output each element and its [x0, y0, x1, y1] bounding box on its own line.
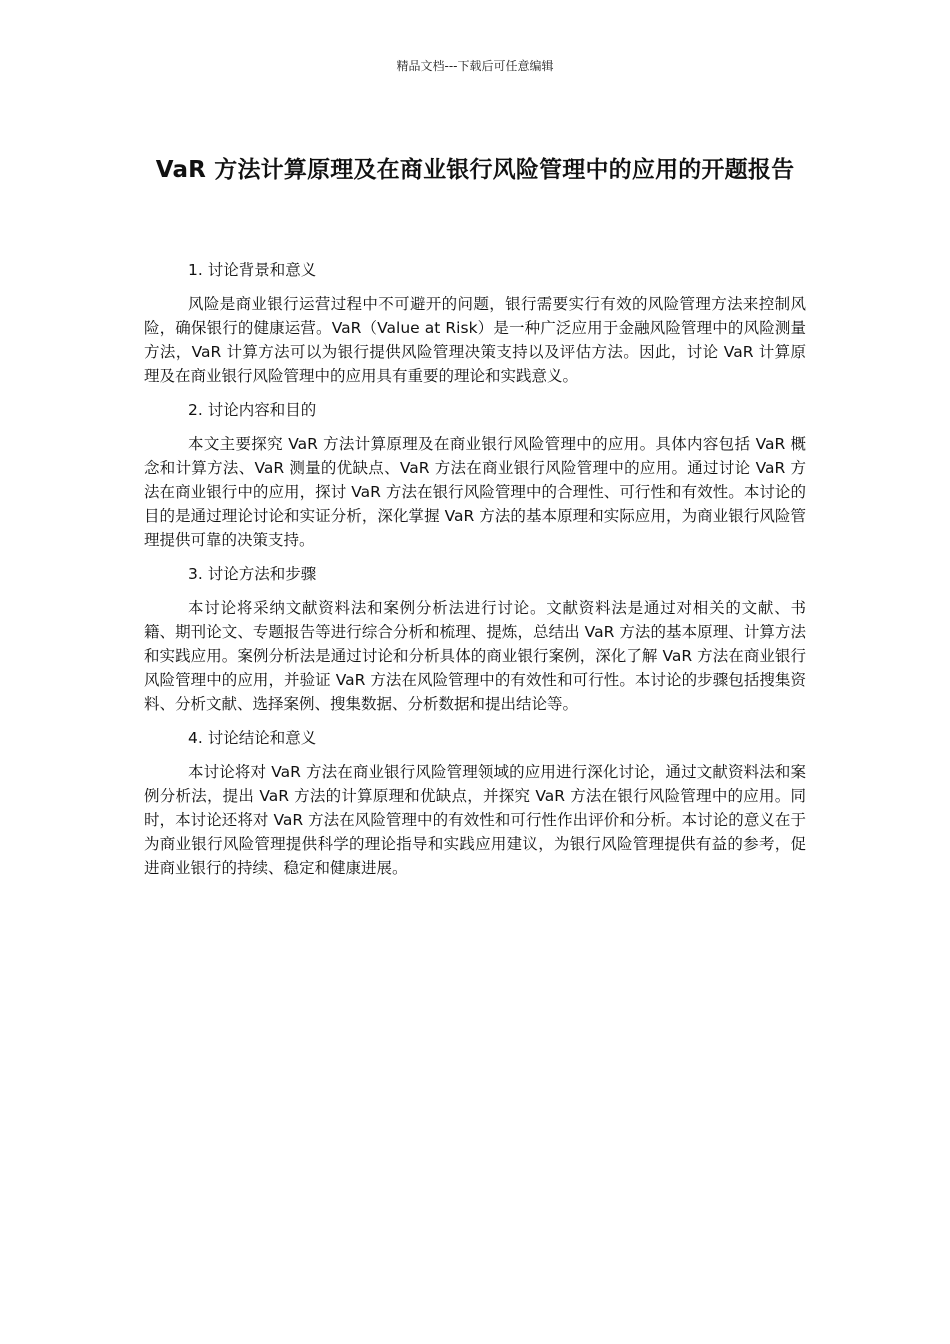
page-header: 精品文档---下载后可任意编辑 [396, 59, 554, 73]
section-conclusion [144, 726, 806, 880]
section-paragraph: 本讨论将对 VaR 方法在商业银行风险管理领域的应用进行深化讨论，通过文献资料法和案例分析法，提出 VaR 方法的计算原理和优缺点，并探究 VaR 方法在银行风险管理中的应用。同时，本讨论还将对 VaR 方法在风险管理中的有效性和可行性作出评价和分析。本讨论的意义在于为商业银行风险管理提供科学的理论指导和实践应用建议，为银行风险管理提供有益的参考，促进商业银行的持续、稳定和健康进展。 [144, 763, 806, 877]
section-heading: 2. 讨论内容和目的 [188, 401, 317, 419]
section-paragraph: 本文主要探究 VaR 方法计算原理及在商业银行风险管理中的应用。具体内容包括 VaR 概念和计算方法、VaR 测量的优缺点、VaR 方法在商业银行风险管理中的应用。通过讨论 VaR 方法在商业银行中的应用，探讨 VaR 方法在银行风险管理中的合理性、可行性和有效性。本讨论的目的是通过理论讨论和实证分析，深化掌握 VaR 方法的基本原理和实际应用，为商业银行风险管理提供可靠的决策支持。 [144, 435, 806, 549]
section-methods-steps [144, 562, 806, 716]
section-content-purpose [144, 398, 806, 552]
section-heading: 3. 讨论方法和步骤 [188, 565, 317, 583]
section-heading: 1. 讨论背景和意义 [188, 261, 317, 279]
section-paragraph: 本讨论将采纳文献资料法和案例分析法进行讨论。文献资料法是通过对相关的文献、书籍、期刊论文、专题报告等进行综合分析和梳理、提炼，总结出 VaR 方法的基本原理、计算方法和实践应用。案例分析法是通过讨论和分析具体的商业银行案例，深化了解 VaR 方法在商业银行风险管理中的应用，并验证 VaR 方法在风险管理中的有效性和可行性。本讨论的步骤包括搜集资料、分析文献、选择案例、搜集数据、分析数据和提出结论等。 [144, 599, 806, 713]
section-background [144, 258, 806, 388]
document-body [144, 258, 806, 890]
document-title: VaR 方法计算原理及在商业银行风险管理中的应用的开题报告 [155, 157, 795, 184]
section-heading: 4. 讨论结论和意义 [188, 729, 317, 747]
section-paragraph: 风险是商业银行运营过程中不可避开的问题，银行需要实行有效的风险管理方法来控制风险，确保银行的健康运营。VaR（Value at Risk）是一种广泛应用于金融风险管理中的风险测量方法，VaR 计算方法可以为银行提供风险管理决策支持以及评估方法。因此，讨论 VaR 计算原理及在商业银行风险管理中的应用具有重要的理论和实践意义。 [144, 295, 806, 385]
